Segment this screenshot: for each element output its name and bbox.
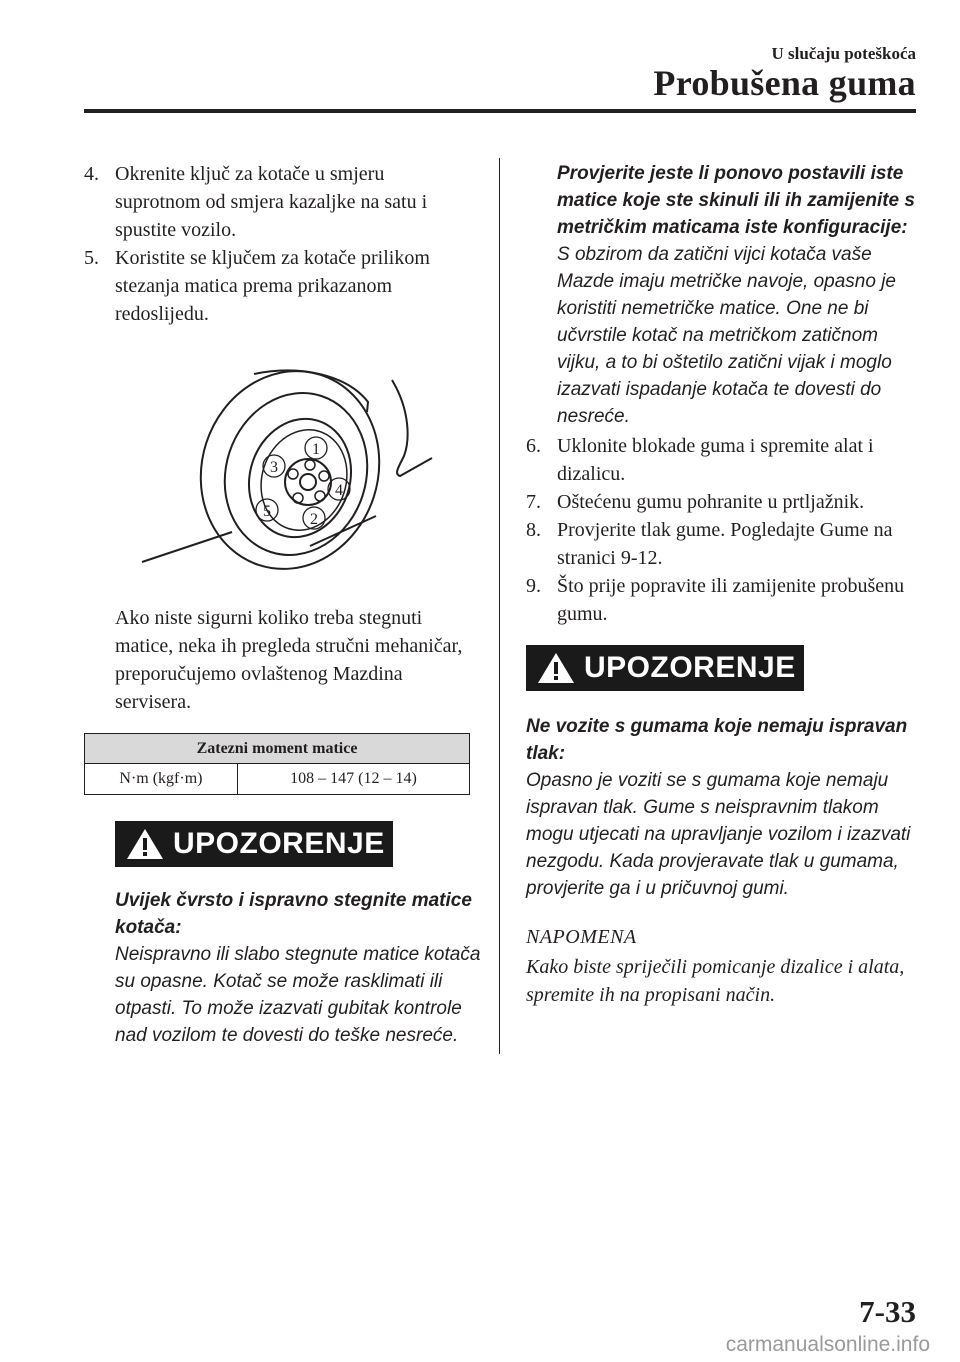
torque-table <box>84 733 470 795</box>
step-7 <box>526 488 918 516</box>
warning-body: Opasno je voziti se s gumama koje nemaju ispravan tlak. Gume s neispravnim tlakom mogu utjecati na upravljanje vozilom i izazvati nezgodu. Kada provjeravate tlak u gumama, provjerite ga i u pričuvnoj gumi. <box>526 770 911 899</box>
warning-continued <box>557 160 918 430</box>
lug-nut <box>315 491 325 501</box>
step-text: Okrenite ključ za kotače u smjeru suprotnom od smjera kazaljke na satu i spustite vozilo. <box>115 163 428 241</box>
step-text: Oštećenu gumu pohranite u prtljažnik. <box>557 491 865 513</box>
step-number: 9. <box>526 575 541 597</box>
warning-title: Uvijek čvrsto i ispravno stegnite matice kotača: <box>115 890 472 938</box>
header-section: U slučaju poteškoća <box>771 44 916 63</box>
torque-table-header: Zatezni moment matice <box>85 734 470 764</box>
step-5 <box>84 244 472 328</box>
lug-nut <box>288 469 298 479</box>
page-title: Probušena guma <box>653 63 916 103</box>
step-number: 8. <box>526 519 541 541</box>
torque-unit: N·m (kgf·m) <box>85 764 238 795</box>
watermark: carmanualsonline.info <box>725 1333 930 1356</box>
step-9 <box>526 572 918 628</box>
step-6 <box>526 432 918 488</box>
warning-badge <box>115 821 393 867</box>
torque-value: 108 – 147 (12 – 14) <box>237 764 469 795</box>
lug-nut <box>305 460 315 470</box>
right-column <box>526 160 918 1009</box>
wheel-figure <box>84 364 472 584</box>
warning-title: Ne vozite s gumama koje nemaju ispravan tlak: <box>526 716 908 764</box>
column-divider <box>499 158 500 1054</box>
warning-body: S obzirom da zatični vijci kotača vaše Mazde imaju metričke navoje, opasno je koristiti nemetričke matice. One ne bi učvrstile kotač na metričkom zatičnom vijku, a to bi oštetilo zatični vijak i moglo izazvati ispadanje kotača te dovesti do nesreće. <box>557 244 897 427</box>
step-text: Koristite se ključem za kotače prilikom stezanja matica prema prikazanom redoslijedu. <box>115 247 430 325</box>
order-label-3: 3 <box>270 459 278 476</box>
warning-text <box>526 713 918 902</box>
left-column <box>84 160 481 1049</box>
warning-label: UPOZORENJE <box>584 651 796 684</box>
order-label-4: 4 <box>335 482 343 499</box>
warning-badge <box>526 645 804 691</box>
warning-triangle-icon <box>125 827 165 861</box>
step-number: 6. <box>526 435 541 457</box>
step-number: 7. <box>526 491 541 513</box>
lug-nut <box>319 471 329 481</box>
warning-label: UPOZORENJE <box>173 827 385 860</box>
lug-nut <box>293 493 303 503</box>
hub-center <box>300 474 316 490</box>
step-text: Uklonite blokade guma i spremite alat i dizalicu. <box>557 435 874 485</box>
wheel-nut-tightening-illustration <box>132 350 442 570</box>
step-text: Provjerite tlak gume. Pogledajte Gume na stranici 9-12. <box>557 519 893 569</box>
step-number: 4. <box>84 163 99 185</box>
header-rule <box>84 109 916 113</box>
order-label-1: 1 <box>312 441 320 458</box>
step-number: 5. <box>84 247 99 269</box>
torque-advice: Ako niste sigurni koliko treba stegnuti matice, neka ih pregleda stručni mehaničar, preporučujemo ovlaštenog Mazdina servisera. <box>115 607 463 713</box>
note-heading: NAPOMENA <box>526 926 637 948</box>
warning-body: Neispravno ili slabo stegnute matice kotača su opasne. Kotač se može rasklimati ili otpasti. To može izazvati gubitak kontrole nad vozilom te dovesti do teške nesreće. <box>115 944 481 1046</box>
note-body: Kako biste spriječili pomicanje dizalice i alata, spremite ih na propisani način. <box>526 956 905 1006</box>
warning-triangle-icon <box>536 651 576 685</box>
warning-title: Provjerite jeste li ponovo postavili iste matice koje ste skinuli ili ih zamijenite s metričkim maticama iste konfiguracije: <box>557 163 915 238</box>
page-number: 7-33 <box>859 1294 916 1329</box>
step-4 <box>84 160 472 244</box>
fender-line <box>254 370 368 412</box>
order-label-2: 2 <box>310 511 318 528</box>
fender-arch <box>392 380 432 476</box>
step-text: Što prije popravite ili zamijenite probušenu gumu. <box>557 575 905 625</box>
warning-text <box>115 887 481 1049</box>
step-8 <box>526 516 918 572</box>
order-label-5: 5 <box>263 503 271 520</box>
